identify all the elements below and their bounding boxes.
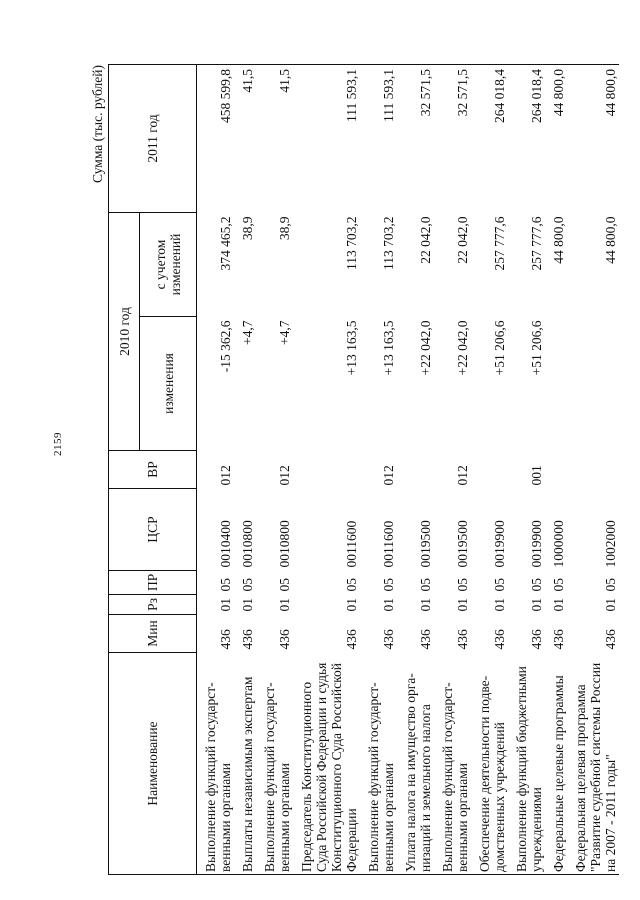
row-2011: 458 599,8 [197,65,235,213]
row-2011: 32 571,5 [397,65,434,213]
row-vr [293,451,360,489]
row-changes: +4,7 [240,320,255,345]
row-name: Федеральная целевая программа "Развитие судебной системы России на 2007 - 2011 годы" [567,653,619,875]
row-vr: 012 [381,465,396,486]
row-min: 436 [277,629,292,650]
row-2011: 111 593,1 [360,65,397,213]
row-rz: 01 [603,598,618,612]
row-2011: 264 018,4 [508,65,545,213]
row-with-changes: 22 042,0 [418,216,433,264]
row-2011: 44 800,0 [545,65,567,213]
row-min: 436 [344,629,359,650]
row-csr: 0019500 [455,520,470,568]
row-csr: 0019900 [492,520,507,568]
row-2011: 111 593,1 [293,65,360,213]
row-csr: 0010800 [277,520,292,568]
row-pr: 05 [344,578,359,592]
row-pr: 05 [277,578,292,592]
row-rz: 01 [218,598,233,612]
row-2011: 264 018,4 [471,65,508,213]
row-pr: 05 [418,578,433,592]
row-pr: 05 [455,578,470,592]
row-name: Обеспечение деятельности подведомственных учреждений [471,653,508,875]
row-pr: 05 [381,578,396,592]
header-year-2010: 2010 год [109,213,140,451]
header-csr: ЦСР [109,489,197,571]
row-vr [397,451,434,489]
row-name: Выполнение функций бюджетными учреждениями [508,653,545,875]
row-min: 436 [492,629,507,650]
row-min: 436 [455,629,470,650]
row-with-changes: 38,9 [277,216,292,241]
header-vr: ВР [109,451,197,489]
row-changes: +51 206,6 [529,320,544,376]
row-2011: 32 571,5 [434,65,471,213]
row-2011: 41,5 [234,65,256,213]
row-with-changes: 44 800,0 [551,216,566,264]
row-vr: 001 [529,465,544,486]
table-row [360,65,397,875]
row-name: Выполнение функций государственными органами [197,653,235,875]
row-vr [567,451,619,489]
row-2011: 41,5 [256,65,293,213]
table-row [471,65,508,875]
row-with-changes: 257 777,6 [492,216,507,271]
row-vr [471,451,508,489]
row-rz: 01 [344,598,359,612]
row-name: Уплата налога на имущество организаций и земельного налога [397,653,434,875]
row-csr: 0019500 [418,520,433,568]
row-pr: 05 [603,578,618,592]
row-csr: 0011600 [381,520,396,568]
row-rz: 01 [418,598,433,612]
table-row [567,65,619,875]
rotated-page-content [90,65,618,875]
row-rz: 01 [551,598,566,612]
row-with-changes: 38,9 [240,216,255,241]
header-rz: Рз [109,595,197,615]
table-row [434,65,471,875]
row-with-changes: 374 465,2 [218,216,233,271]
row-pr: 05 [218,578,233,592]
row-min: 436 [381,629,396,650]
row-csr: 0010800 [240,520,255,568]
row-vr [545,451,567,489]
row-changes: +13 163,5 [344,320,359,376]
budget-table [108,64,619,875]
row-changes: +4,7 [277,320,292,345]
row-changes: +13 163,5 [381,320,396,376]
row-vr: 012 [277,465,292,486]
table-row [397,65,434,875]
row-changes: +22 042,0 [455,320,470,376]
row-name: Выплаты независимым экспертам [234,653,256,875]
row-csr: 1002000 [603,520,618,568]
row-min: 436 [529,629,544,650]
row-name: Выполнение функций государственными органами [434,653,471,875]
table-row [508,65,545,875]
row-with-changes: 113 703,2 [381,216,396,270]
header-with-changes: с учетом изменений [140,213,197,317]
row-changes [567,317,619,451]
table-row [197,65,235,875]
row-with-changes: 22 042,0 [455,216,470,264]
table-row [545,65,567,875]
row-csr: 0019900 [529,520,544,568]
row-changes: +22 042,0 [418,320,433,376]
row-rz: 01 [240,598,255,612]
row-pr: 05 [529,578,544,592]
row-rz: 01 [492,598,507,612]
row-min: 436 [603,629,618,650]
row-min: 436 [551,629,566,650]
row-name: Федеральные целевые программы [545,653,567,875]
header-min: Мин [109,615,197,653]
table-row [256,65,293,875]
page-number: 2159 [52,432,64,456]
row-vr: 012 [218,465,233,486]
row-csr: 0011600 [344,520,359,568]
table-row [234,65,256,875]
row-vr: 012 [455,465,470,486]
row-rz: 01 [455,598,470,612]
row-with-changes: 44 800,0 [603,216,618,264]
header-changes: изменения [140,317,197,451]
row-vr [234,451,256,489]
row-changes [545,317,567,451]
header-year-2011: 2011 год [109,65,197,213]
row-min: 436 [240,629,255,650]
row-csr: 1000000 [551,520,566,568]
row-pr: 05 [551,578,566,592]
row-pr: 05 [492,578,507,592]
row-rz: 01 [529,598,544,612]
table-row [293,65,360,875]
row-min: 436 [218,629,233,650]
unit-caption: Сумма (тыс. рублей) [90,65,105,183]
row-min: 436 [418,629,433,650]
row-rz: 01 [277,598,292,612]
header-name: Наименование [109,653,197,875]
header-pr: ПР [109,571,197,595]
row-with-changes: 257 777,6 [529,216,544,271]
row-with-changes: 113 703,2 [344,216,359,270]
row-name: Выполнение функций государственными органами [256,653,293,875]
row-changes: +51 206,6 [492,320,507,376]
row-csr: 0010400 [218,520,233,568]
row-name: Председатель Конституционного Суда Российской Федерации и судья Конституционного Суда Российской Федерации [293,653,360,875]
row-name: Выполнение функций государственными органами [360,653,397,875]
row-pr: 05 [240,578,255,592]
row-2011: 44 800,0 [567,65,619,213]
row-rz: 01 [381,598,396,612]
row-changes: -15 362,6 [218,320,233,373]
